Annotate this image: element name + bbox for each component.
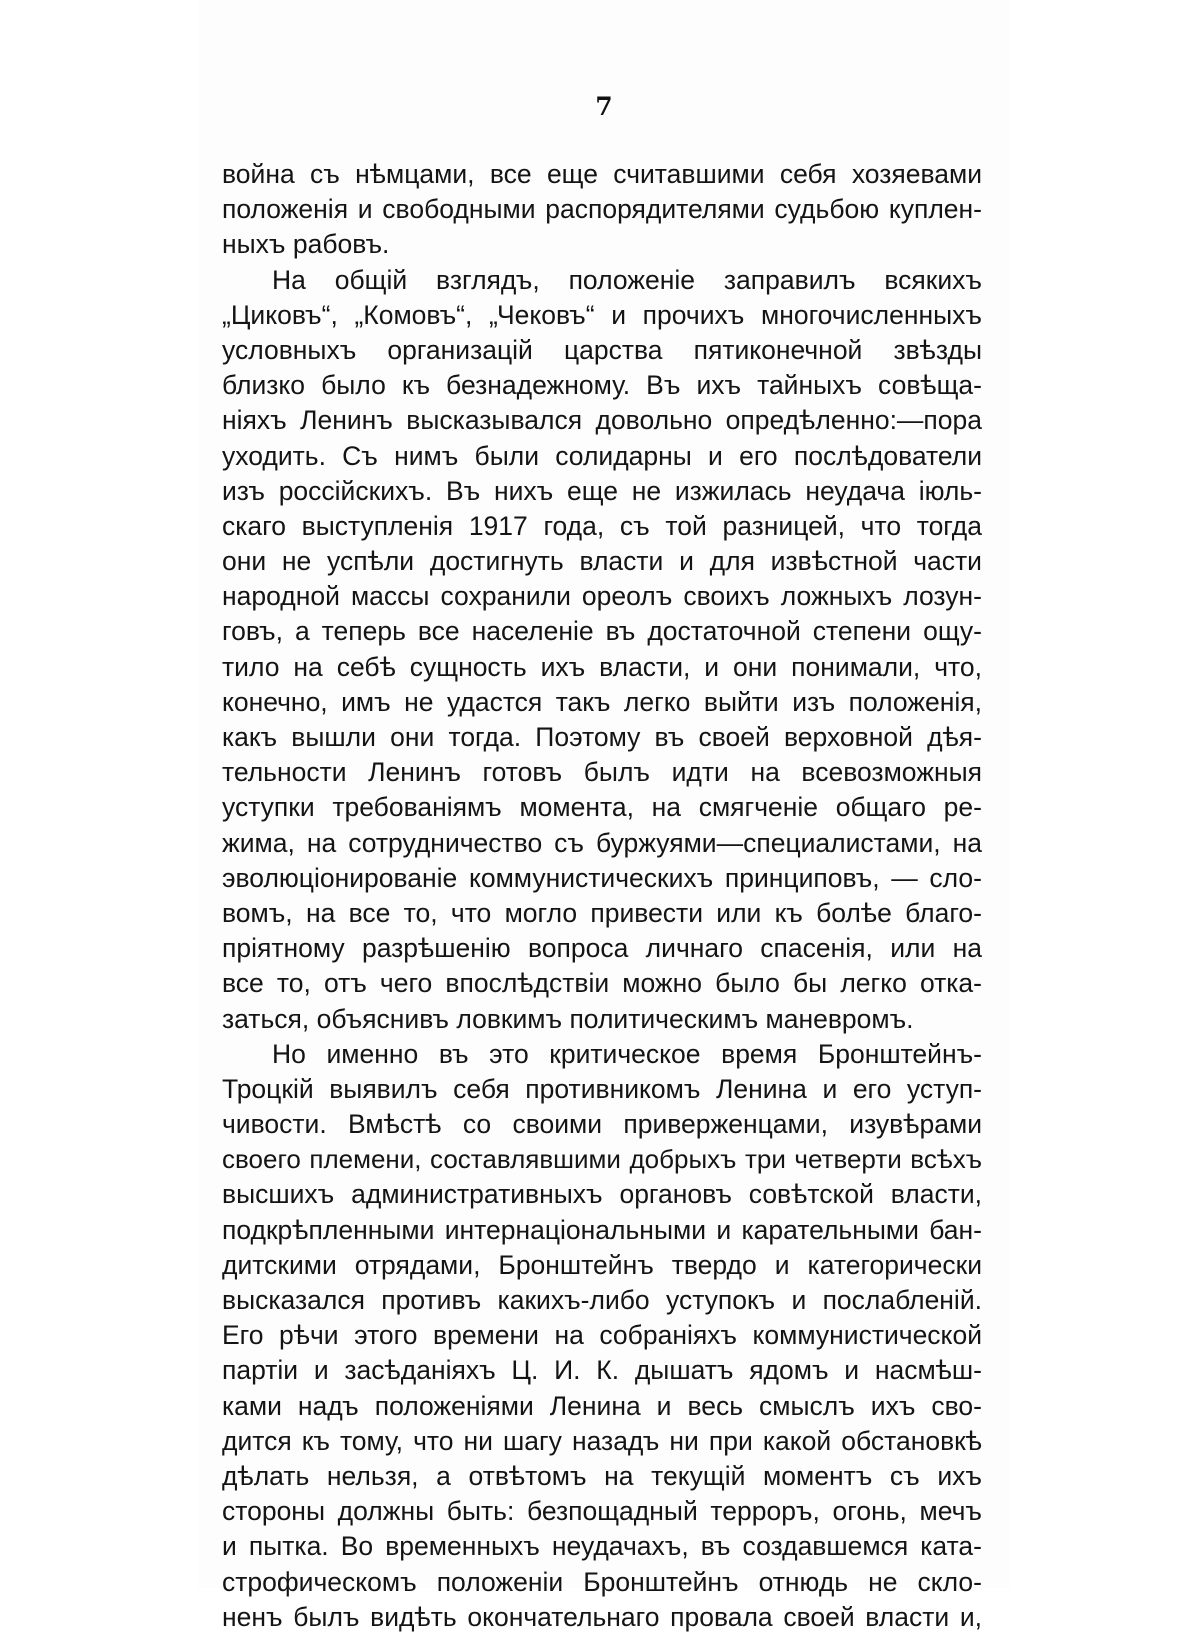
text-line: дѣлать нельзя, а отвѣтомъ на текущій моментъ съ ихъ <box>222 1460 982 1491</box>
text-line: говъ, а теперь все населеніе въ достаточной степени ощу- <box>222 616 982 647</box>
text-line: Троцкій выявилъ себя противникомъ Ленина и его уступ- <box>222 1073 982 1104</box>
text-line: тило на себѣ сущность ихъ власти, и они понимали, что, <box>222 651 982 682</box>
text-line: партіи и засѣданіяхъ Ц. И. К. дышатъ ядомъ и насмѣш- <box>222 1355 982 1386</box>
text-line: высшихъ административныхъ органовъ совѣтской власти, <box>222 1179 982 1210</box>
text-line: вомъ, на все то, что могло привести или къ болѣе благо- <box>222 897 982 928</box>
text-line: Но именно въ это критическое время Бронштейнъ- <box>272 1038 982 1069</box>
text-line: жима, на сотрудничество съ буржуями—специалистами, на <box>222 827 982 858</box>
body-text <box>222 157 982 1635</box>
text-line: изъ россійскихъ. Въ нихъ еще не изжилась неудача іюль- <box>222 475 982 506</box>
text-line: уступки требованіямъ момента, на смягченіе общаго ре- <box>222 792 982 823</box>
text-line: Его рѣчи этого времени на собраніяхъ коммунистической <box>222 1320 982 1351</box>
text-line: положенія и свободными распорядителями судьбою куплен- <box>222 194 982 225</box>
text-line: высказался противъ какихъ-либо уступокъ и послабленій. <box>222 1285 982 1315</box>
text-line: война съ нѣмцами, все еще считавшими себя хозяевами <box>222 159 982 189</box>
book-page <box>198 0 1010 1632</box>
text-line: какъ вышли они тогда. Поэтому въ своей верховной дѣя- <box>222 722 982 752</box>
text-line: народной массы сохранили ореолъ своихъ ложныхъ лозун- <box>222 581 982 612</box>
text-line: „Циковъ“, „Комовъ“, „Чековъ“ и прочихъ многочисленныхъ <box>222 299 982 330</box>
text-line: они не успѣли достигнуть власти и для извѣстной части <box>222 546 982 577</box>
text-line: и пытка. Во временныхъ неудачахъ, въ создавшемся ката- <box>222 1531 982 1562</box>
text-line: уходить. Съ нимъ были солидарны и его послѣдователи <box>222 440 982 471</box>
text-line: ніяхъ Ленинъ высказывался довольно опредѣленно:—пора <box>222 405 982 436</box>
text-line: условныхъ организацій царства пятиконечной звѣзды <box>222 334 982 365</box>
text-line: конечно, имъ не удастся такъ легко выйти изъ положенія, <box>222 686 982 717</box>
text-line: подкрѣпленными интернаціональными и карательными бан- <box>222 1214 982 1245</box>
text-line: стороны должны быть: безпощадный терроръ, огонь, мечъ <box>222 1496 982 1527</box>
page-number: 7 <box>595 92 613 121</box>
text-line: все то, отъ чего впослѣдствіи можно было бы легко отка- <box>222 968 982 999</box>
text-line: заться, объяснивъ ловкимъ политическимъ маневромъ. <box>222 1003 914 1034</box>
text-line: эволюціонированіе коммунистическихъ принциповъ, — сло- <box>222 862 982 893</box>
text-line: ныхъ рабовъ. <box>222 229 390 260</box>
text-line: пріятному разрѣшенію вопроса личнаго спасенія, или на <box>222 933 982 964</box>
text-line: ками надъ положеніями Ленина и весь смыслъ ихъ сво- <box>222 1390 982 1421</box>
text-line: своего племени, составлявшими добрыхъ три четверти всѣхъ <box>222 1144 982 1175</box>
text-line: дится къ тому, что ни шагу назадъ ни при какой обстановкѣ <box>222 1425 982 1456</box>
text-line: чивости. Вмѣстѣ со своими приверженцами, изувѣрами <box>222 1109 982 1140</box>
text-line: тельности Ленинъ готовъ былъ идти на всевозможныя <box>222 757 982 788</box>
text-line: На общій взглядъ, положеніе заправилъ всякихъ <box>272 264 982 295</box>
text-line: ненъ былъ видѣть окончательнаго провала своей власти и, <box>222 1601 982 1632</box>
text-line: скаго выступленія 1917 года, съ той разницей, что тогда <box>222 510 982 541</box>
text-line: дитскими отрядами, Бронштейнъ твердо и категорически <box>222 1249 982 1280</box>
text-line: близко было къ безнадежному. Въ ихъ тайныхъ совѣща- <box>222 370 982 401</box>
text-line: строфическомъ положеніи Бронштейнъ отнюдь не скло- <box>222 1566 982 1597</box>
